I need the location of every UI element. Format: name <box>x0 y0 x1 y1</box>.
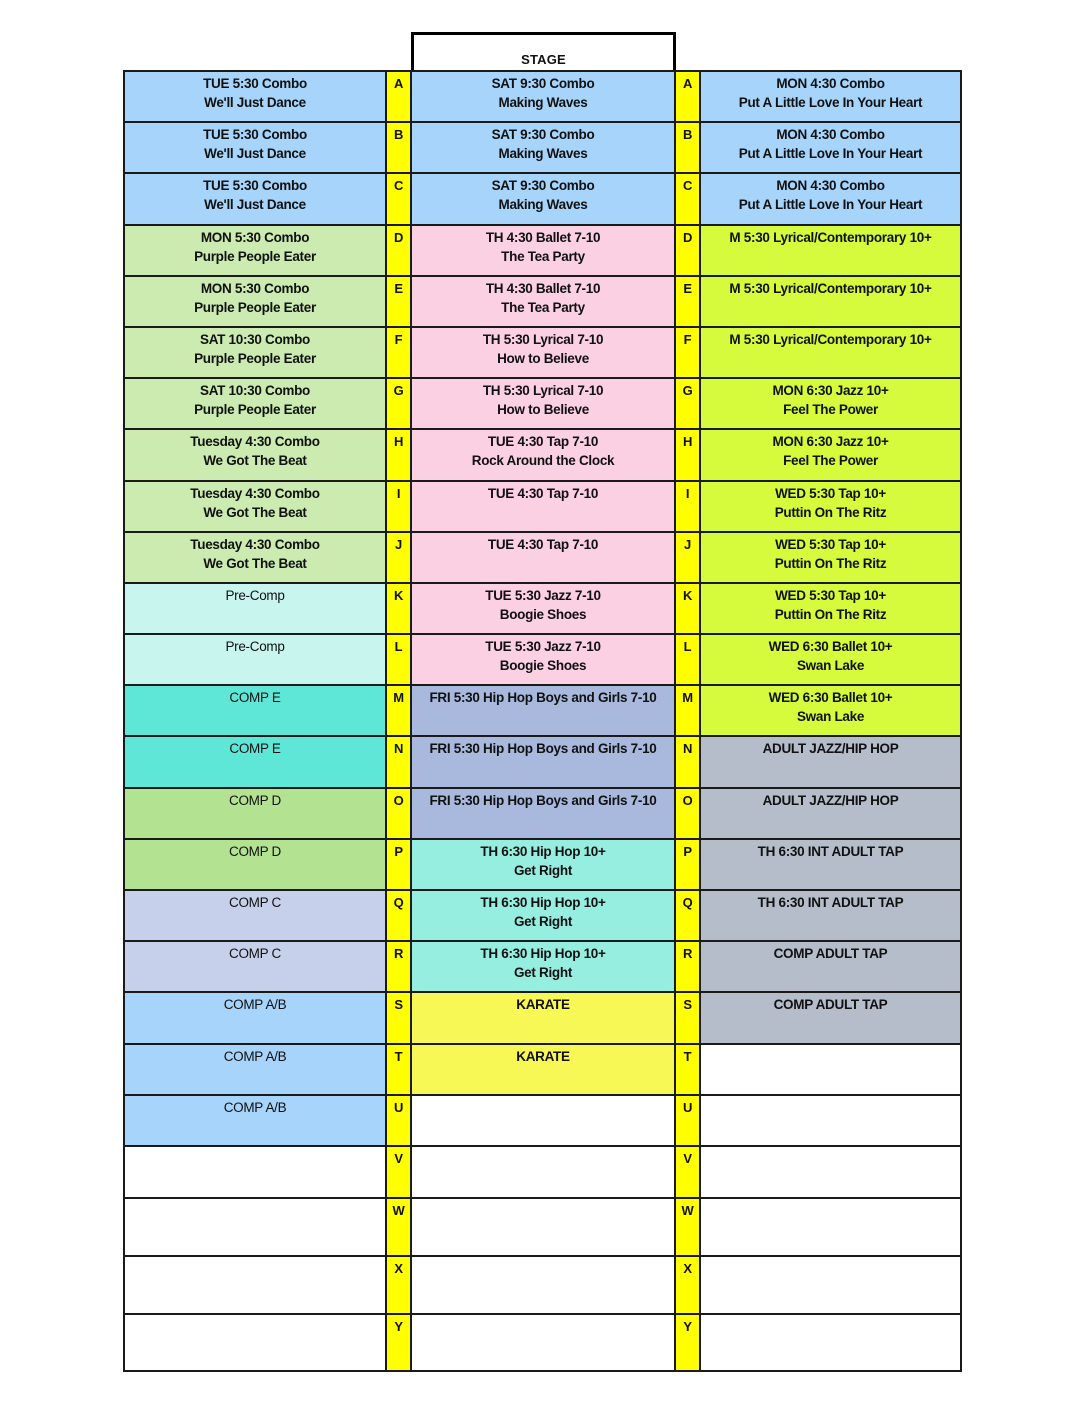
right-section-cell <box>701 889 962 940</box>
grid-row <box>123 787 963 838</box>
row-letter-left: G <box>385 377 412 428</box>
right-cell-line1: MON 6:30 Jazz 10+ <box>772 383 889 399</box>
row-letter-right: P <box>674 838 701 889</box>
grid-row <box>123 121 963 172</box>
right-cell-line1: WED 5:30 Tap 10+ <box>775 587 886 603</box>
left-section-cell <box>123 480 385 531</box>
grid-row <box>123 172 963 223</box>
center-section-cell <box>412 531 674 582</box>
center-cell-line1: SAT 9:30 Combo <box>491 178 595 194</box>
center-cell-line2: Boogie Shoes <box>499 658 587 674</box>
center-section-cell <box>412 224 674 275</box>
row-letter-left: K <box>385 582 412 633</box>
right-cell-line2: Put A Little Love In Your Heart <box>738 197 923 213</box>
right-cell-line1: TH 6:30 INT ADULT TAP <box>757 843 904 859</box>
right-cell-line2: Puttin On The Ritz <box>774 555 887 571</box>
row-letter-left: W <box>385 1197 412 1255</box>
center-cell-line1: TUE 5:30 Jazz 7-10 <box>485 639 601 655</box>
center-cell-line2: Making Waves <box>498 197 588 213</box>
row-letter-left: J <box>385 531 412 582</box>
left-cell-line1: TUE 5:30 Combo <box>203 76 307 91</box>
left-section-cell <box>123 1094 385 1145</box>
center-section-cell <box>412 480 674 531</box>
grid-row <box>123 889 963 940</box>
center-section-cell <box>412 991 674 1042</box>
left-section-cell <box>123 1255 385 1313</box>
grid-row <box>123 940 963 991</box>
right-section-cell <box>701 1094 962 1145</box>
center-section-cell <box>412 1255 674 1313</box>
center-cell-line2: How to Believe <box>497 402 589 418</box>
grid-row <box>123 377 963 428</box>
row-letter-right: B <box>674 121 701 172</box>
center-cell-line1: TH 6:30 Hip Hop 10+ <box>480 843 606 859</box>
center-cell-line1: SAT 9:30 Combo <box>491 76 595 91</box>
row-letter-right: F <box>674 326 701 377</box>
grid-row <box>123 1043 963 1094</box>
center-cell-line2: How to Believe <box>497 350 589 366</box>
center-section-cell <box>412 940 674 991</box>
right-section-cell <box>701 121 962 172</box>
right-section-cell <box>701 377 962 428</box>
right-cell-line2: Puttin On The Ritz <box>774 606 887 622</box>
grid-row <box>123 275 963 326</box>
row-letter-right: R <box>674 940 701 991</box>
grid-row <box>123 1145 963 1197</box>
right-section-cell <box>701 940 962 991</box>
row-letter-left: F <box>385 326 412 377</box>
center-cell-line2: The Tea Party <box>501 248 585 264</box>
right-section-cell <box>701 1255 962 1313</box>
row-letter-right: Q <box>674 889 701 940</box>
left-cell-line1: COMP C <box>229 946 281 962</box>
grid-row <box>123 224 963 275</box>
row-letter-left: Q <box>385 889 412 940</box>
right-cell-line1: ADULT JAZZ/HIP HOP <box>762 741 899 757</box>
center-section-cell <box>412 1043 674 1094</box>
row-letter-left: Y <box>385 1313 412 1372</box>
grid-row <box>123 480 963 531</box>
right-cell-line1: COMP ADULT TAP <box>773 997 888 1013</box>
right-cell-line1: M 5:30 Lyrical/Contemporary 10+ <box>729 229 932 245</box>
center-cell-line1: FRI 5:30 Hip Hop Boys and Girls 7-10 <box>429 741 657 757</box>
row-letter-right: Y <box>674 1313 701 1372</box>
right-section-cell <box>701 684 962 735</box>
grid-row <box>123 531 963 582</box>
center-cell-line2: Making Waves <box>498 95 588 110</box>
right-section-cell <box>701 787 962 838</box>
left-section-cell <box>123 787 385 838</box>
center-section-cell <box>412 684 674 735</box>
row-letter-left: H <box>385 428 412 479</box>
left-section-cell <box>123 838 385 889</box>
center-cell-line1: TH 4:30 Ballet 7-10 <box>485 280 601 296</box>
left-section-cell <box>123 224 385 275</box>
right-cell-line1: MON 6:30 Jazz 10+ <box>772 434 889 450</box>
left-cell-line1: Pre-Comp <box>225 587 285 603</box>
grid-row <box>123 326 963 377</box>
row-letter-right: W <box>674 1197 701 1255</box>
center-cell-line1: KARATE <box>516 997 570 1013</box>
left-section-cell <box>123 326 385 377</box>
center-cell-line2: The Tea Party <box>501 299 585 315</box>
right-cell-line1: WED 5:30 Tap 10+ <box>775 485 886 501</box>
left-section-cell <box>123 121 385 172</box>
left-cell-line1: MON 5:30 Combo <box>200 280 310 296</box>
right-section-cell <box>701 480 962 531</box>
center-cell-line1: FRI 5:30 Hip Hop Boys and Girls 7-10 <box>429 792 657 808</box>
row-letter-right: O <box>674 787 701 838</box>
row-letter-left: X <box>385 1255 412 1313</box>
right-cell-line2: Feel The Power <box>783 453 878 469</box>
row-letter-left: A <box>385 70 412 121</box>
right-section-cell <box>701 1313 962 1372</box>
right-cell-line1: M 5:30 Lyrical/Contemporary 10+ <box>729 280 932 296</box>
row-letter-left: L <box>385 633 412 684</box>
row-letter-left: E <box>385 275 412 326</box>
right-cell-line1: WED 6:30 Ballet 10+ <box>768 690 893 706</box>
left-cell-line1: COMP A/B <box>223 997 287 1013</box>
left-cell-line1: COMP E <box>229 741 281 757</box>
center-cell-line1: TH 5:30 Lyrical 7-10 <box>482 383 604 399</box>
grid-row <box>123 991 963 1042</box>
center-section-cell <box>412 326 674 377</box>
right-section-cell <box>701 991 962 1042</box>
row-letter-left: R <box>385 940 412 991</box>
right-section-cell <box>701 531 962 582</box>
left-section-cell <box>123 940 385 991</box>
seating-grid <box>123 70 963 1372</box>
right-section-cell <box>701 1145 962 1197</box>
left-cell-line1: COMP C <box>229 895 281 910</box>
right-cell-line1: MON 4:30 Combo <box>776 127 885 143</box>
right-section-cell <box>701 633 962 684</box>
left-cell-line2: Purple People Eater <box>194 350 316 366</box>
left-cell-line1: TUE 5:30 Combo <box>203 127 307 143</box>
row-letter-right: T <box>674 1043 701 1094</box>
left-section-cell <box>123 377 385 428</box>
left-cell-line2: Purple People Eater <box>194 402 316 418</box>
center-section-cell <box>412 428 674 479</box>
right-cell-line1: WED 6:30 Ballet 10+ <box>768 639 893 655</box>
right-cell-line1: M 5:30 Lyrical/Contemporary 10+ <box>729 331 932 347</box>
row-letter-right: L <box>674 633 701 684</box>
row-letter-left: O <box>385 787 412 838</box>
left-cell-line1: COMP E <box>229 690 281 706</box>
right-section-cell <box>701 172 962 223</box>
center-cell-line2: Rock Around the Clock <box>471 453 615 469</box>
center-cell-line1: FRI 5:30 Hip Hop Boys and Girls 7-10 <box>429 690 657 706</box>
center-cell-line1: TH 6:30 Hip Hop 10+ <box>480 895 606 910</box>
left-section-cell <box>123 275 385 326</box>
left-section-cell <box>123 582 385 633</box>
left-section-cell <box>123 1145 385 1197</box>
row-letter-left: M <box>385 684 412 735</box>
left-cell-line2: We'll Just Dance <box>204 197 306 213</box>
center-section-cell <box>412 582 674 633</box>
center-cell-line2: Get Right <box>513 914 573 929</box>
right-cell-line2: Put A Little Love In Your Heart <box>738 146 923 162</box>
center-cell-line1: TH 4:30 Ballet 7-10 <box>485 229 601 245</box>
row-letter-left: P <box>385 838 412 889</box>
left-section-cell <box>123 991 385 1042</box>
left-cell-line1: Tuesday 4:30 Combo <box>190 434 320 450</box>
row-letter-left: C <box>385 172 412 223</box>
center-section-cell <box>412 735 674 786</box>
center-section-cell <box>412 70 674 121</box>
center-cell-line2: Making Waves <box>498 146 588 162</box>
left-cell-line2: We Got The Beat <box>203 453 307 469</box>
left-cell-line1: COMP A/B <box>223 1048 287 1064</box>
row-letter-left: T <box>385 1043 412 1094</box>
stage-label-box <box>411 32 676 73</box>
left-section-cell <box>123 70 385 121</box>
left-cell-line2: Purple People Eater <box>194 299 316 315</box>
center-cell-line1: TUE 5:30 Jazz 7-10 <box>485 587 601 603</box>
center-section-cell <box>412 1145 674 1197</box>
center-cell-line1: TUE 4:30 Tap 7-10 <box>487 485 599 501</box>
right-section-cell <box>701 582 962 633</box>
left-section-cell <box>123 1043 385 1094</box>
center-cell-line2: Get Right <box>513 862 573 878</box>
center-cell-line2: Boogie Shoes <box>499 606 587 622</box>
row-letter-left: I <box>385 480 412 531</box>
row-letter-left: V <box>385 1145 412 1197</box>
right-section-cell <box>701 735 962 786</box>
left-cell-line1: COMP D <box>229 792 281 808</box>
right-cell-line2: Puttin On The Ritz <box>774 504 887 520</box>
left-section-cell <box>123 735 385 786</box>
center-section-cell <box>412 1094 674 1145</box>
row-letter-right: D <box>674 224 701 275</box>
row-letter-right: N <box>674 735 701 786</box>
left-cell-line1: MON 5:30 Combo <box>200 229 310 245</box>
left-section-cell <box>123 531 385 582</box>
center-section-cell <box>412 275 674 326</box>
row-letter-left: D <box>385 224 412 275</box>
left-section-cell <box>123 172 385 223</box>
center-section-cell <box>412 1313 674 1372</box>
right-section-cell <box>701 428 962 479</box>
row-letter-right: U <box>674 1094 701 1145</box>
left-section-cell <box>123 1197 385 1255</box>
left-section-cell <box>123 633 385 684</box>
left-cell-line1: TUE 5:30 Combo <box>203 178 307 194</box>
right-cell-line2: Put A Little Love In Your Heart <box>738 95 923 110</box>
center-section-cell <box>412 889 674 940</box>
left-cell-line1: COMP D <box>229 843 281 859</box>
right-cell-line1: MON 4:30 Combo <box>776 76 885 91</box>
row-letter-right: V <box>674 1145 701 1197</box>
left-cell-line1: Tuesday 4:30 Combo <box>190 536 320 552</box>
left-cell-line1: SAT 10:30 Combo <box>199 331 311 347</box>
center-section-cell <box>412 1197 674 1255</box>
right-section-cell <box>701 224 962 275</box>
row-letter-left: N <box>385 735 412 786</box>
grid-row <box>123 70 963 121</box>
left-section-cell <box>123 428 385 479</box>
center-cell-line2: Get Right <box>513 965 573 981</box>
center-cell-line1: KARATE <box>516 1048 570 1064</box>
center-cell-line1: TH 5:30 Lyrical 7-10 <box>482 331 604 347</box>
right-section-cell <box>701 275 962 326</box>
grid-row <box>123 428 963 479</box>
left-section-cell <box>123 684 385 735</box>
grid-row <box>123 582 963 633</box>
right-cell-line1: TH 6:30 INT ADULT TAP <box>757 895 904 910</box>
row-letter-right: C <box>674 172 701 223</box>
row-letter-left: U <box>385 1094 412 1145</box>
row-letter-right: G <box>674 377 701 428</box>
left-cell-line2: We Got The Beat <box>203 504 307 520</box>
row-letter-right: K <box>674 582 701 633</box>
grid-row <box>123 684 963 735</box>
grid-row <box>123 1094 963 1145</box>
row-letter-left: S <box>385 991 412 1042</box>
right-section-cell <box>701 1043 962 1094</box>
right-cell-line1: MON 4:30 Combo <box>776 178 885 194</box>
grid-row <box>123 1255 963 1313</box>
left-cell-line2: We Got The Beat <box>203 555 307 571</box>
left-cell-line1: Tuesday 4:30 Combo <box>190 485 320 501</box>
row-letter-right: M <box>674 684 701 735</box>
row-letter-right: H <box>674 428 701 479</box>
center-section-cell <box>412 787 674 838</box>
right-cell-line1: COMP ADULT TAP <box>773 946 888 962</box>
center-section-cell <box>412 838 674 889</box>
right-cell-line1: ADULT JAZZ/HIP HOP <box>762 792 899 808</box>
row-letter-right: S <box>674 991 701 1042</box>
center-cell-line1: TUE 4:30 Tap 7-10 <box>487 536 599 552</box>
center-cell-line1: SAT 9:30 Combo <box>491 127 595 143</box>
right-cell-line2: Swan Lake <box>796 709 865 725</box>
right-section-cell <box>701 838 962 889</box>
stage-label: STAGE <box>521 52 566 67</box>
left-section-cell <box>123 889 385 940</box>
center-cell-line1: TH 6:30 Hip Hop 10+ <box>480 946 606 962</box>
row-letter-right: J <box>674 531 701 582</box>
center-section-cell <box>412 121 674 172</box>
grid-row <box>123 838 963 889</box>
grid-row <box>123 735 963 786</box>
row-letter-right: E <box>674 275 701 326</box>
grid-row <box>123 633 963 684</box>
left-cell-line1: COMP A/B <box>223 1099 287 1115</box>
grid-row <box>123 1313 963 1372</box>
right-cell-line2: Feel The Power <box>783 402 878 418</box>
row-letter-left: B <box>385 121 412 172</box>
right-section-cell <box>701 326 962 377</box>
left-section-cell <box>123 1313 385 1372</box>
right-section-cell <box>701 1197 962 1255</box>
left-cell-line2: We'll Just Dance <box>204 95 306 110</box>
center-section-cell <box>412 377 674 428</box>
grid-row <box>123 1197 963 1255</box>
center-cell-line1: TUE 4:30 Tap 7-10 <box>487 434 599 450</box>
row-letter-right: A <box>674 70 701 121</box>
center-section-cell <box>412 172 674 223</box>
right-section-cell <box>701 70 962 121</box>
center-section-cell <box>412 633 674 684</box>
row-letter-right: X <box>674 1255 701 1313</box>
left-cell-line1: SAT 10:30 Combo <box>199 383 311 399</box>
row-letter-right: I <box>674 480 701 531</box>
left-cell-line2: We'll Just Dance <box>204 146 306 162</box>
right-cell-line2: Swan Lake <box>796 658 865 674</box>
right-cell-line1: WED 5:30 Tap 10+ <box>775 536 886 552</box>
left-cell-line1: Pre-Comp <box>225 639 285 655</box>
left-cell-line2: Purple People Eater <box>194 248 316 264</box>
